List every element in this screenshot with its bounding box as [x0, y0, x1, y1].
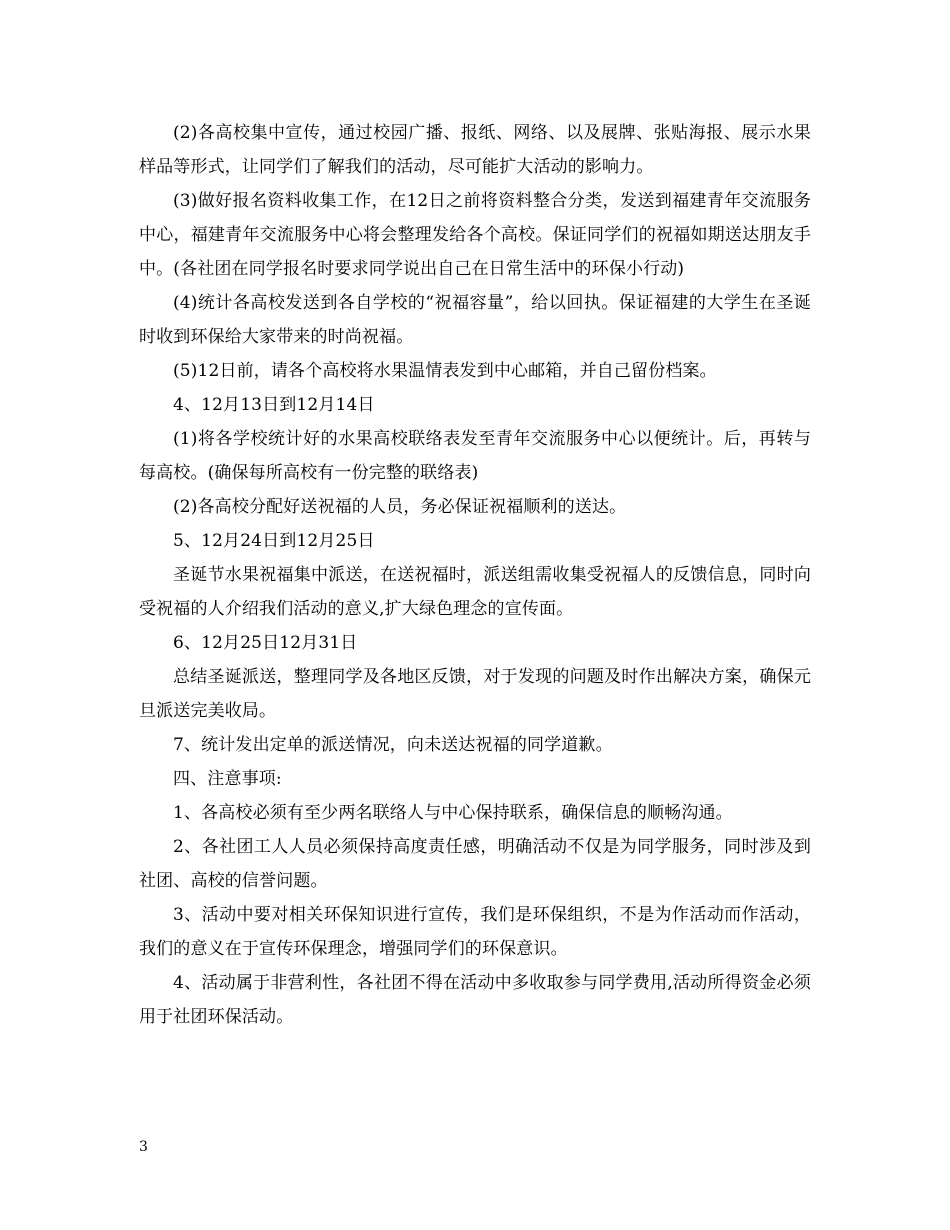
note-item-1: 1、各高校必须有至少两名联络人与中心保持联系，确保信息的顺畅沟通。	[173, 803, 733, 823]
paragraph-item-4-statistics: (4)统计各高校发送到各自学校的“祝福容量”，给以回执。保证福建的大学生在圣诞时收到环保给大家带来的时尚祝福。	[139, 293, 811, 347]
paragraph-item-5-submission: (5)12日前，请各个高校将水果温情表发到中心邮箱，并自己留份档案。	[173, 361, 717, 381]
section-heading-4: 4、12月13日到12月14日	[173, 395, 375, 415]
section-heading-notes: 四、注意事项:	[173, 769, 282, 789]
note-item-4: 4、活动属于非营利性，各社团不得在活动中多收取参与同学费用,活动所得资金必须用于社团环保活动。	[139, 973, 811, 1027]
section-heading-7: 7、统计发出定单的派送情况，向未送达祝福的同学道歉。	[173, 735, 613, 755]
page-number: 3	[139, 1139, 148, 1155]
section-heading-6: 6、12月25日12月31日	[173, 633, 358, 653]
paragraph-item-2-publicity: (2)各高校集中宣传，通过校园广播、报纸、网络、以及展牌、张贴海报、展示水果样品等形式，让同学们了解我们的活动，尽可能扩大活动的影响力。	[139, 123, 811, 177]
section-heading-5: 5、12月24日到12月25日	[173, 531, 375, 551]
paragraph-item-1-contact-sheet: (1)将各学校统计好的水果高校联络表发至青年交流服务中心以便统计。后，再转与每高校。(确保每所高校有一份完整的联络表)	[139, 429, 811, 483]
paragraph-item-2-staffing: (2)各高校分配好送祝福的人员，务必保证祝福顺利的送达。	[173, 497, 627, 517]
paragraph-item-3-registration: (3)做好报名资料收集工作，在12日之前将资料整合分类，发送到福建青年交流服务中心，福建青年交流服务中心将会整理发给各个高校。保证同学们的祝福如期送达朋友手中。(各社团在同学报名时要求同学说出自己在日常生活中的环保小行动)	[139, 191, 811, 279]
document-body	[139, 116, 811, 1034]
paragraph-summary: 总结圣诞派送，整理同学及各地区反馈，对于发现的问题及时作出解决方案，确保元旦派送完美收局。	[139, 667, 811, 721]
note-item-3: 3、活动中要对相关环保知识进行宣传，我们是环保组织，不是为作活动而作活动，我们的意义在于宣传环保理念，增强同学们的环保意识。	[139, 905, 811, 959]
note-item-2: 2、各社团工人人员必须保持高度责任感，明确活动不仅是为同学服务，同时涉及到社团、高校的信誉问题。	[139, 837, 811, 891]
paragraph-delivery: 圣诞节水果祝福集中派送，在送祝福时，派送组需收集受祝福人的反馈信息，同时向受祝福的人介绍我们活动的意义,扩大绿色理念的宣传面。	[139, 565, 811, 619]
